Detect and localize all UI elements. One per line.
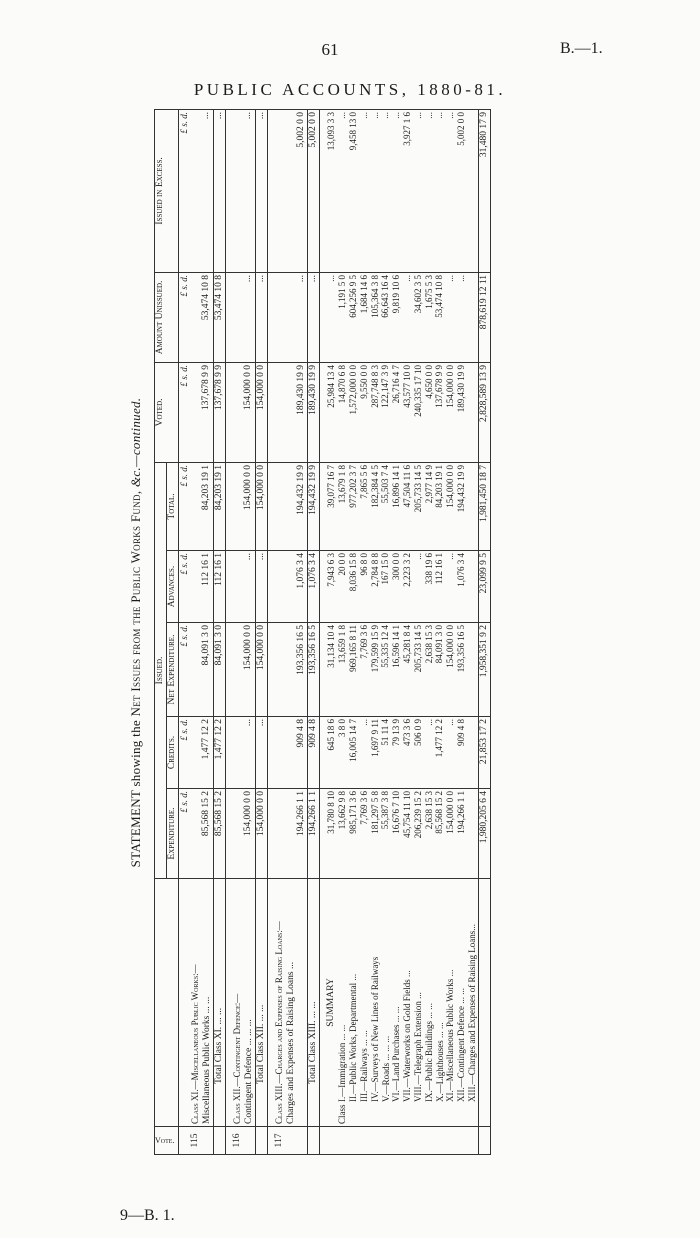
summary-value: 34,602 3 5 [412, 274, 423, 314]
summary-value: 969,165 8 11 [348, 625, 359, 672]
summary-value: 84,203 19 1 [434, 464, 445, 508]
caption-tail: &c.—continued. [128, 397, 143, 488]
rotated-statement [118, 110, 653, 1155]
vote-number: 117 [274, 1127, 308, 1155]
summary-value: ... [412, 553, 423, 560]
summary-value: 506 0 9 [412, 719, 423, 746]
summary-value: 85,568 15 2 [434, 791, 445, 834]
summary-value: 13,679 1 8 [337, 464, 348, 504]
summary-value: 137,678 9 9 [434, 364, 445, 408]
summary-value: ... [326, 274, 337, 282]
summary-value: 206,239 15 2 [412, 791, 423, 839]
summary-value: 1,477 12 2 [434, 719, 445, 758]
summary-value: 7,943 6 3 [326, 553, 337, 587]
summary-block [326, 109, 478, 1154]
summary-value: 5,002 0 0 [456, 111, 467, 146]
summary-value: 154,000 0 0 [445, 791, 456, 834]
summary-value: 1,697 9 11 [369, 719, 380, 757]
expenditure-header: Expenditure. [167, 789, 179, 879]
summary-value: 1,572,000 0 0 [348, 364, 359, 415]
lsd-label: £ s. d. [179, 274, 190, 297]
summary-label: XI.—Miscellaneous Public Works ... [445, 969, 456, 1102]
lsd-label: £ s. d. [179, 111, 190, 134]
table-row: 117 Class XIII.—Charges and Expenses of Raising Loans:— Charges and Expenses of Raising Loans ... 194,266 1 1 909 4 8 193,356 16 5 1,076 3 4 194,432 19 9 189,430 19 9 ... 5,002 0 0 [274, 109, 308, 1154]
summary-value: 287,748 8 3 [369, 364, 380, 408]
summary-value: 14,870 6 8 [337, 364, 348, 404]
summary-value: ... [445, 719, 456, 726]
vote-number: 116 [232, 1127, 256, 1155]
page-title: PUBLIC ACCOUNTS, 1880-81. [193, 80, 507, 99]
summary-label: V.—Roads ... ... ... [380, 1035, 391, 1102]
summary-value: 2,784 8 8 [369, 553, 380, 587]
summary-value: 645 18 6 [326, 719, 337, 751]
summary-value: 179,599 15 9 [369, 625, 380, 673]
summary-value: 13,659 1 8 [337, 625, 348, 664]
summary-value: 39,077 16 7 [326, 464, 337, 508]
summary-value: 55,503 7 4 [380, 464, 391, 504]
summary-value: 167 15 0 [380, 553, 391, 585]
summary-value: ... [456, 274, 467, 282]
issued-header: Issued. [155, 462, 167, 878]
class-heading: Class XII.—Contingent Defence:— [232, 993, 243, 1124]
summary-value: 194,266 1 1 [456, 791, 467, 834]
summary-value: 66,643 16 4 [380, 274, 391, 318]
summary-value: ... [412, 111, 423, 119]
summary-value: ... [434, 111, 445, 119]
summary-value: ... [445, 111, 456, 119]
summary-unissued [326, 272, 478, 362]
summary-value: 240,335 17 10 [412, 364, 423, 417]
summary-credits [326, 717, 478, 789]
lsd-label: £ s. d. [179, 791, 190, 813]
row-label: Contingent Defence ... ... ... [244, 1019, 255, 1124]
summary-value: 8,036 15 8 [348, 553, 359, 592]
vote-header: Vote. [155, 1127, 179, 1155]
summary-value: 84,091 3 0 [434, 625, 445, 664]
summary-value: 1,684 14 6 [358, 274, 369, 314]
summary-value: 338 19 6 [423, 553, 434, 585]
total-row: Total Class XI. ... ... 85,568 15 2 1,477 12 2 84,091 3 0 112 16 1 84,203 19 1 137,678 9 9 53,474 10 8 ... [214, 109, 226, 1154]
summary-value: 181,297 5 8 [369, 791, 380, 834]
summary-value: 9,550 0 0 [358, 364, 369, 399]
total-row: Total Class XIII. ... ... 194,266 1 1 909 4 8 193,356 16 5 1,076 3 4 194,432 19 9 189,430 19 9 ... 5,002 0 0 [308, 109, 320, 1154]
lsd-label: £ s. d. [179, 364, 190, 387]
summary-label: VII.—Waterworks on Gold Fields ... [402, 970, 413, 1102]
summary-value: ... [423, 111, 434, 119]
summary-value: 985,171 3 6 [348, 791, 359, 834]
summary-value: 604,256 9 5 [348, 274, 359, 318]
summary-value: 909 4 8 [456, 719, 467, 746]
voted-header: Voted. [155, 362, 179, 462]
summary-value: ... [358, 111, 369, 119]
summary-value: 20 0 0 [337, 553, 348, 576]
summary-value: 194,432 19 9 [456, 464, 467, 513]
summary-value: 193,356 16 5 [456, 625, 467, 673]
summary-excess [326, 109, 478, 272]
summary-value: 16,896 14 1 [391, 464, 402, 508]
summary-value: ... [380, 111, 391, 119]
summary-value: 31,134 10 4 [326, 625, 337, 668]
summary-value: 7,769 3 6 [358, 791, 369, 825]
credits-header: Credits. [167, 717, 179, 789]
summary-value: 16,676 7 10 [391, 791, 402, 834]
summary-value: 3 8 0 [337, 719, 348, 737]
class-heading: Class XIII.—Charges and Expenses of Raising Loans:— [274, 921, 285, 1124]
issues-table [154, 109, 491, 1155]
summary-value: 4,650 0 0 [423, 364, 434, 399]
summary-value: 51 11 4 [380, 719, 391, 746]
summary-value: 2,223 3 2 [402, 553, 413, 587]
summary-value: ... [423, 719, 434, 726]
net-expenditure-header: Net Expenditure. [167, 623, 179, 717]
summary-value: 2,638 15 3 [423, 791, 434, 830]
summary-value: 154,000 0 0 [445, 625, 456, 668]
summary-value: 47,504 11 6 [402, 464, 413, 508]
excess-header: Issued in Excess. [155, 109, 179, 272]
summary-value: 182,384 4 5 [369, 464, 380, 508]
summary-label: IV.—Surveys of New Lines of Railways [369, 956, 380, 1102]
summary-value: 1,191 5 0 [337, 274, 348, 309]
summary-label: I.—Immigration ... ... [337, 1024, 348, 1102]
summary-value: 189,430 19 9 [456, 364, 467, 413]
summary-value: 31,780 8 10 [326, 791, 337, 834]
summary-value: ... [369, 111, 380, 119]
total-row: Total Class XII. ... ... 154,000 0 0 ... 154,000 0 0 ... 154,000 0 0 154,000 0 0 ... ... [256, 109, 268, 1154]
summary-value: 16,596 14 1 [391, 625, 402, 668]
class-word: Class [337, 1104, 348, 1124]
unissued-header: Amount Unissued. [155, 272, 179, 362]
summary-value: 205,733 14 5 [412, 464, 423, 513]
summary-label: X.—Lighthouses ... ... [434, 1022, 445, 1102]
summary-value: 55,335 12 4 [380, 625, 391, 668]
caption-lead: STATEMENT showing the [128, 720, 143, 868]
page-number: 61 [321, 40, 339, 59]
summary-label: IX.—Public Buildings ... ... [423, 1002, 434, 1102]
grand-total-row: 1,980,205 6 4 21,853 17 2 1,958,351 9 2 23,099 9 5 1,981,450 18 7 2,828,589 13 9 878,619 12 11 31,480 17 9 [478, 109, 490, 1154]
summary-value: 205,733 14 5 [412, 625, 423, 673]
summary-value: 2,977 14 9 [423, 464, 434, 504]
summary-value: 473 3 6 [402, 719, 413, 746]
summary-value: 26,716 4 7 [391, 364, 402, 404]
summary-value: 105,364 3 8 [369, 274, 380, 318]
summary-value: ... [445, 274, 456, 282]
summary-value: 79 13 9 [391, 719, 402, 746]
summary-value: 122,147 3 9 [380, 364, 391, 408]
summary-value: 7,865 5 6 [358, 464, 369, 499]
summary-value: 977,202 3 7 [348, 464, 359, 508]
caption-mid: Net Issues from the Public Works Fund, [128, 490, 143, 717]
summary-value: 1,675 5 3 [423, 274, 434, 309]
total-header: Total. [167, 462, 179, 550]
summary-value: 45,281 8 4 [402, 625, 413, 664]
footer-reference: 9—B. 1. [120, 1207, 175, 1224]
summary-expenditure [326, 789, 478, 879]
summary-value: 25,984 13 4 [326, 364, 337, 408]
table-row: 116 Class XII.—Contingent Defence:— Contingent Defence ... ... ... 154,000 0 0 ... 154,000 0 0 ... 154,000 0 0 154,000 0 0 ... ... [232, 109, 256, 1154]
summary-value: ... [358, 719, 369, 726]
summary-value: 112 16 1 [434, 553, 445, 585]
summary-value: 1,076 3 4 [456, 553, 467, 587]
summary-value: 154,000 0 0 [445, 364, 456, 408]
summary-value: 96 8 0 [358, 553, 369, 576]
summary-heading: SUMMARY [326, 978, 337, 1027]
lsd-label: £ s. d. [179, 719, 190, 741]
summary-value: 154,000 0 0 [445, 464, 456, 508]
lsd-label: £ s. d. [179, 553, 190, 575]
summary-label: XII.—Contingent Defence ... ... [456, 988, 467, 1102]
summary-value: ... [391, 111, 402, 119]
summary-total [326, 462, 478, 550]
summary-value: 13,093 3 3 [326, 111, 337, 151]
summary-value: 3,927 1 6 [402, 111, 413, 146]
summary-value: 9,819 10 6 [391, 274, 402, 314]
summary-value: 53,474 10 8 [434, 274, 445, 318]
summary-voted [326, 362, 478, 462]
summary-value: ... [402, 274, 413, 282]
row-label: Charges and Expenses of Raising Loans ... [286, 961, 297, 1124]
summary-value: 7,769 3 6 [358, 625, 369, 659]
summary-label: II.—Public Works, Departmental ... [348, 973, 359, 1102]
summary-value: 55,387 3 8 [380, 791, 391, 830]
vote-number: 115 [190, 1127, 214, 1155]
summary-value: 45,754 11 10 [402, 791, 413, 838]
summary-value: 13,662 9 8 [337, 791, 348, 830]
summary-value: 9,458 13 0 [348, 111, 359, 151]
summary-label: III.—Railways ... ... [359, 1030, 370, 1102]
summary-value: 16,005 14 7 [348, 719, 359, 762]
summary-net-expenditure [326, 623, 478, 717]
summary-label: VI.—Land Purchases ... ... [391, 1006, 402, 1102]
row-label: Miscellaneous Public Works ... ... [202, 996, 213, 1124]
summary-value: 300 0 0 [391, 553, 402, 580]
summary-label: VIII.—Telegraph Extension ... [413, 992, 424, 1102]
statement-caption [118, 110, 154, 1155]
summary-value: 2,638 15 3 [423, 625, 434, 664]
class-heading: Class XI.—Miscellaneous Public Works:— [190, 964, 201, 1124]
description-header [155, 879, 179, 1127]
summary-value: 43,577 10 0 [402, 364, 413, 408]
summary-value: ... [445, 553, 456, 560]
paper-reference: B.—1. [560, 40, 603, 57]
table-row: 115 Class XI.—Miscellaneous Public Works:— Miscellaneous Public Works ... ... 85,568 15 2 1,477 12 2 84,091 3 0 112 16 1 84,203 19 1 137,678 9 9 53,474 10 8 ... [190, 109, 214, 1154]
summary-value: ... [337, 111, 348, 119]
summary-labels [337, 924, 477, 1102]
lsd-label: £ s. d. [179, 625, 190, 647]
advances-header: Advances. [167, 551, 179, 623]
summary-label: XIII.—Charges and Expenses of Raising Loans... [467, 923, 478, 1102]
summary-advances [326, 551, 478, 623]
lsd-label: £ s. d. [179, 464, 190, 487]
